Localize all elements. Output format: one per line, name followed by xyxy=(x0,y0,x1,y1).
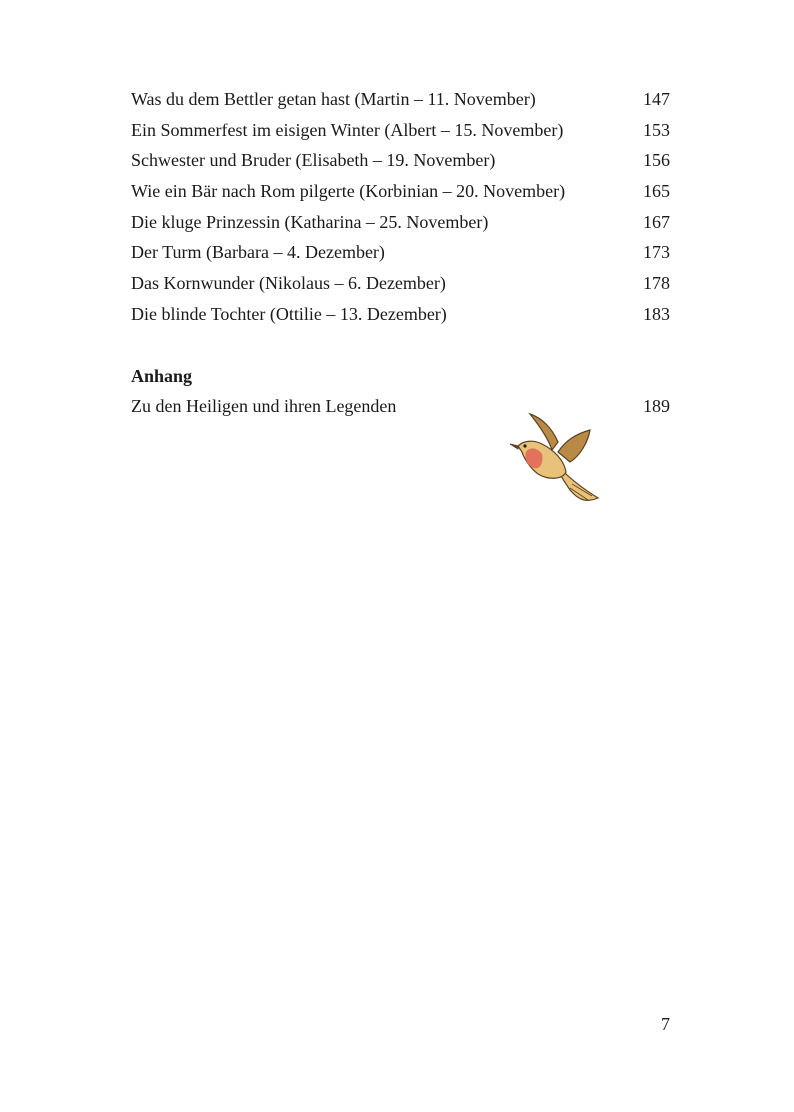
toc-entry-page: 183 xyxy=(643,303,670,324)
toc-entry-page: 173 xyxy=(643,242,670,263)
toc-entry[interactable] xyxy=(131,145,670,176)
robin-bird-icon xyxy=(508,410,604,510)
toc-entry-page: 189 xyxy=(643,396,670,417)
toc-entry-page: 153 xyxy=(643,119,670,140)
bird-eye xyxy=(523,444,526,447)
toc-entry[interactable] xyxy=(131,299,670,330)
bird-lower-wing xyxy=(558,430,590,462)
bird-beak xyxy=(510,444,518,449)
toc-entry-page: 167 xyxy=(643,211,670,232)
toc-entry-title: Was du dem Bettler getan hast (Martin – 11. November) xyxy=(131,89,536,109)
toc-entry-page: 156 xyxy=(643,150,670,171)
toc-entry-title: Das Kornwunder (Nikolaus – 6. Dezember) xyxy=(131,273,446,294)
toc-entry[interactable] xyxy=(131,115,670,146)
table-of-contents xyxy=(131,84,670,422)
toc-entry-page: 178 xyxy=(643,273,670,294)
toc-entry-page: 165 xyxy=(643,181,670,202)
toc-entry[interactable] xyxy=(131,176,670,207)
toc-entry[interactable] xyxy=(131,84,670,115)
toc-entry-title: Zu den Heiligen und ihren Legenden xyxy=(131,396,397,417)
toc-entry[interactable] xyxy=(131,268,670,299)
toc-entry-title: Die blinde Tochter (Ottilie – 13. Dezember) xyxy=(131,303,447,324)
toc-entry-title: Der Turm (Barbara – 4. Dezember) xyxy=(131,242,385,263)
toc-entry[interactable] xyxy=(131,237,670,268)
toc-entry-title: Wie ein Bär nach Rom pilgerte (Korbinian – 20. November) xyxy=(131,181,566,202)
toc-entry[interactable] xyxy=(131,207,670,238)
toc-entry-title: Ein Sommerfest im eisigen Winter (Albert – 15. November) xyxy=(131,119,564,140)
bird-tail xyxy=(560,472,598,500)
toc-entry-title: Die kluge Prinzessin (Katharina – 25. November) xyxy=(131,211,489,232)
appendix-heading: Anhang xyxy=(131,365,193,386)
toc-entry-title: Schwester und Bruder (Elisabeth – 19. November) xyxy=(131,150,496,171)
toc-entry-page: 147 xyxy=(643,89,670,109)
page-number: 7 xyxy=(661,1014,670,1034)
